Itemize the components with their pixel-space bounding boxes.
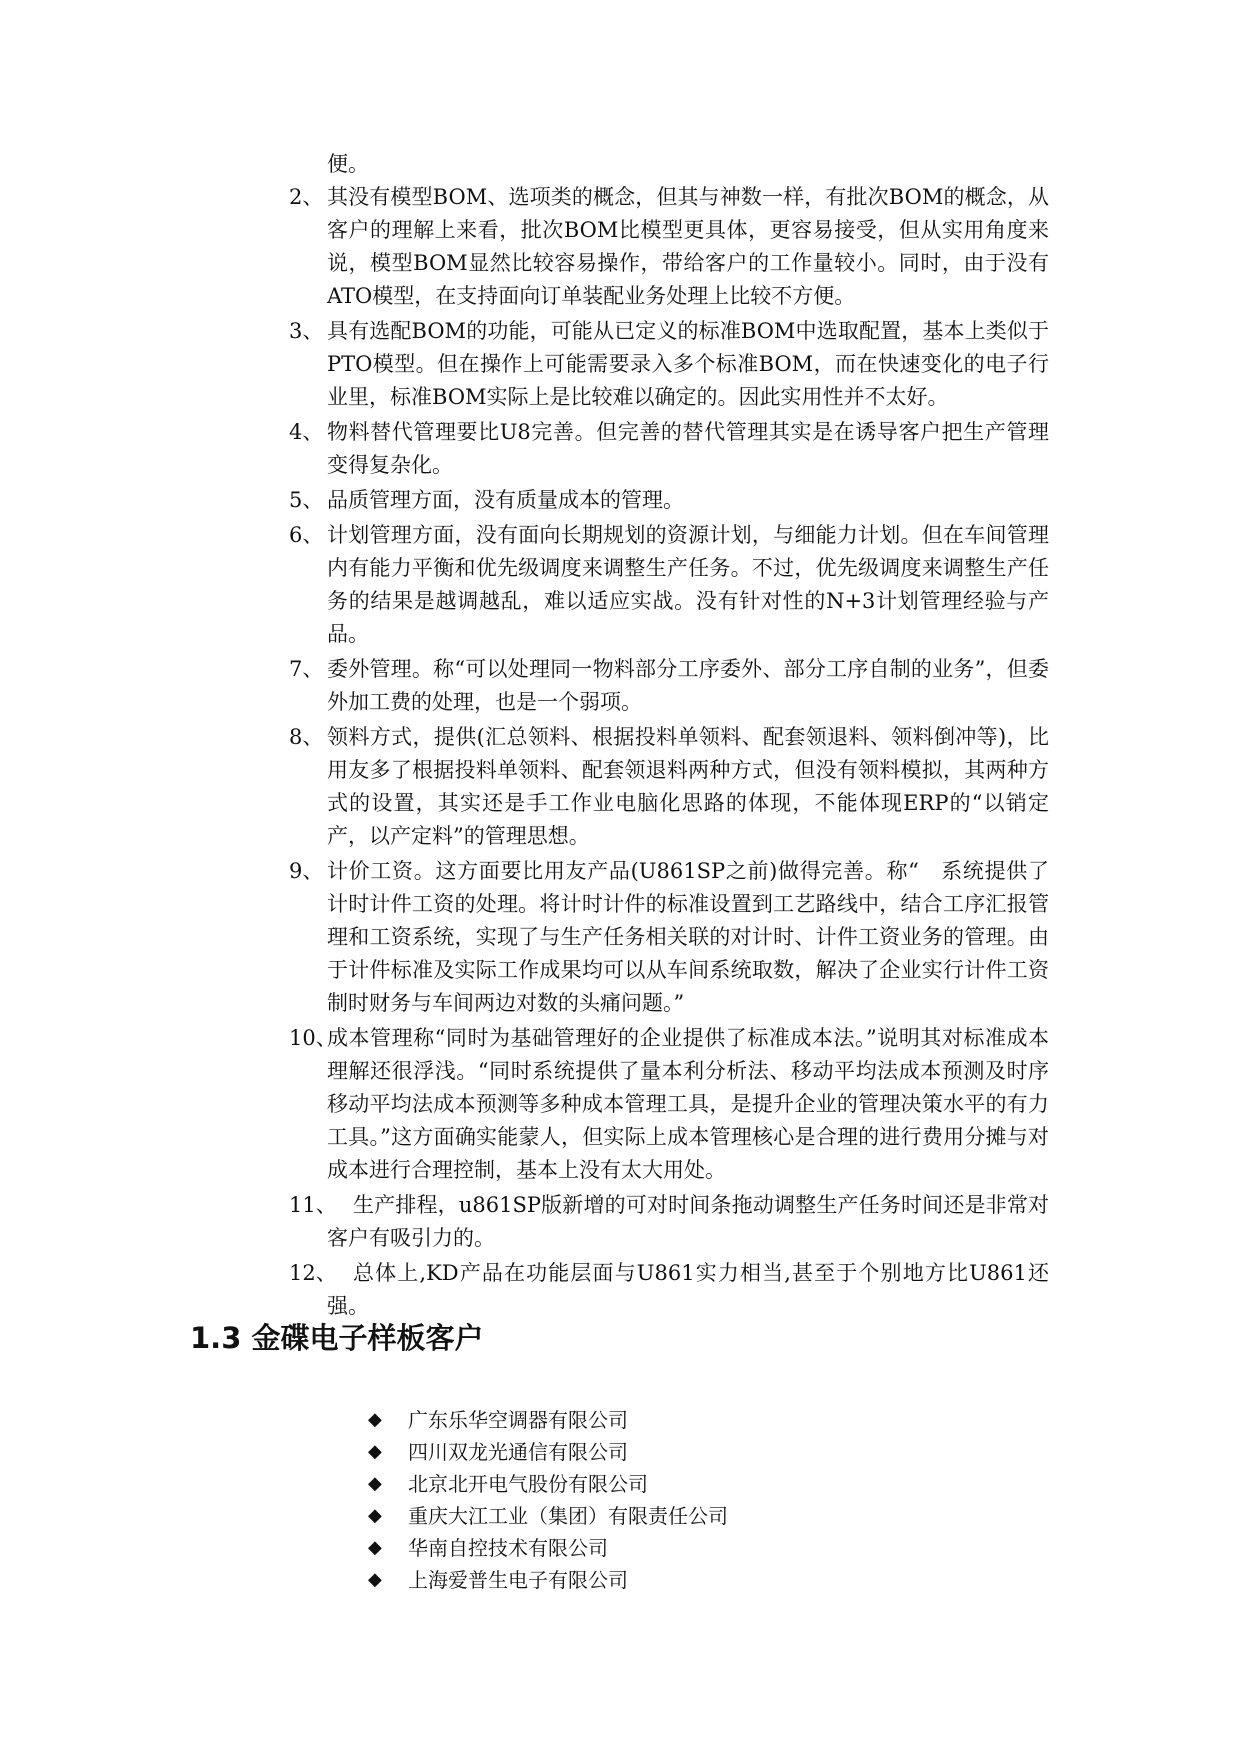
diamond-bullet-icon: ◆ <box>368 1569 382 1590</box>
list-item: ◆ 广东乐华空调器有限公司 <box>368 1404 728 1436</box>
feature-comparison-list <box>289 181 1049 1325</box>
client-list <box>368 1404 728 1596</box>
diamond-bullet-icon: ◆ <box>368 1505 382 1526</box>
continuation-text: 便。 <box>327 152 369 176</box>
list-item: ◆ 重庆大江工业（集团）有限责任公司 <box>368 1500 728 1532</box>
list-item: 6、 计划管理方面，没有面向长期规划的资源计划，与细能力计划。但在车间管理内有能力平衡和优先级调度来调整生产任务。不过，优先级调度来调整生产任务的结果是越调越乱，难以适应实战。没有针对性的N+3计划管理经验与产品。 <box>289 523 1049 646</box>
list-item: ◆ 北京北开电气股份有限公司 <box>368 1468 728 1500</box>
list-item: ◆ 华南自控技术有限公司 <box>368 1532 728 1564</box>
diamond-bullet-icon: ◆ <box>368 1409 382 1430</box>
list-item: 8、 领料方式，提供(汇总领料、根据投料单领料、配套领退料、领料倒冲等)，比用友多了根据投料单领料、配套领退料两种方式，但没有领料模拟，其两种方式的设置，其实还是手工作业电脑化思路的体现，不能体现ERP的“以销定产，以产定料”的管理思想。 <box>289 725 1049 848</box>
list-item: 5、 品质管理方面，没有质量成本的管理。 <box>289 488 684 512</box>
list-item: 10、 成本管理称“同时为基础管理好的企业提供了标准成本法。”说明其对标准成本理解还很浮浅。“同时系统提供了量本利分析法、移动平均法成本预测及时序移动平均法成本预测等多种成本管理工具，是提升企业的管理决策水平的有力工具。”这方面确实能蒙人，但实际上成本管理核心是合理的进行费用分摊与对成本进行合理控制，基本上没有太大用处。 <box>289 1026 1049 1182</box>
list-item: 4、 物料替代管理要比U8完善。但完善的替代管理其实是在诱导客户把生产管理变得复杂化。 <box>289 420 1049 477</box>
list-item: 12、 总体上,KD产品在功能层面与U861实力相当,甚至于个别地方比U861还强。 <box>289 1261 1049 1318</box>
list-item: ◆ 四川双龙光通信有限公司 <box>368 1436 728 1468</box>
list-item: 3、 具有选配BOM的功能，可能从已定义的标准BOM中选取配置，基本上类似于PTO模型。但在操作上可能需要录入多个标准BOM，而在快速变化的电子行业里，标准BOM实际上是比较难以确定的。因此实用性并不太好。 <box>289 319 1049 409</box>
list-item: 11、 生产排程，u861SP版新增的可对时间条拖动调整生产任务时间还是非常对客户有吸引力的。 <box>289 1193 1049 1250</box>
diamond-bullet-icon: ◆ <box>368 1537 382 1558</box>
list-item: ◆ 上海爱普生电子有限公司 <box>368 1564 728 1596</box>
diamond-bullet-icon: ◆ <box>368 1441 382 1462</box>
list-item: 7、 委外管理。称“可以处理同一物料部分工序委外、部分工序自制的业务”，但委外加工费的处理，也是一个弱项。 <box>289 657 1049 714</box>
list-item: 9、 计价工资。这方面要比用友产品(U861SP之前)做得完善。称“ 系统提供了计时计件工资的处理。将计时计件的标准设置到工艺路线中，结合工序汇报管理和工资系统，实现了与生产任务相关联的对计时、计件工资业务的管理。由于计件标准及实际工作成果均可以从车间系统取数，解决了企业实行计件工资制时财务与车间两边对数的头痛问题。” <box>289 859 1049 1015</box>
list-item: 2、 其没有模型BOM、选项类的概念，但其与神数一样，有批次BOM的概念，从客户的理解上来看，批次BOM比模型更具体，更容易接受，但从实用角度来说，模型BOM显然比较容易操作，带给客户的工作量较小。同时，由于没有ATO模型，在支持面向订单装配业务处理上比较不方便。 <box>289 185 1049 308</box>
diamond-bullet-icon: ◆ <box>368 1473 382 1494</box>
section-heading: 1.3 金碟电子样板客户 <box>190 1321 484 1355</box>
